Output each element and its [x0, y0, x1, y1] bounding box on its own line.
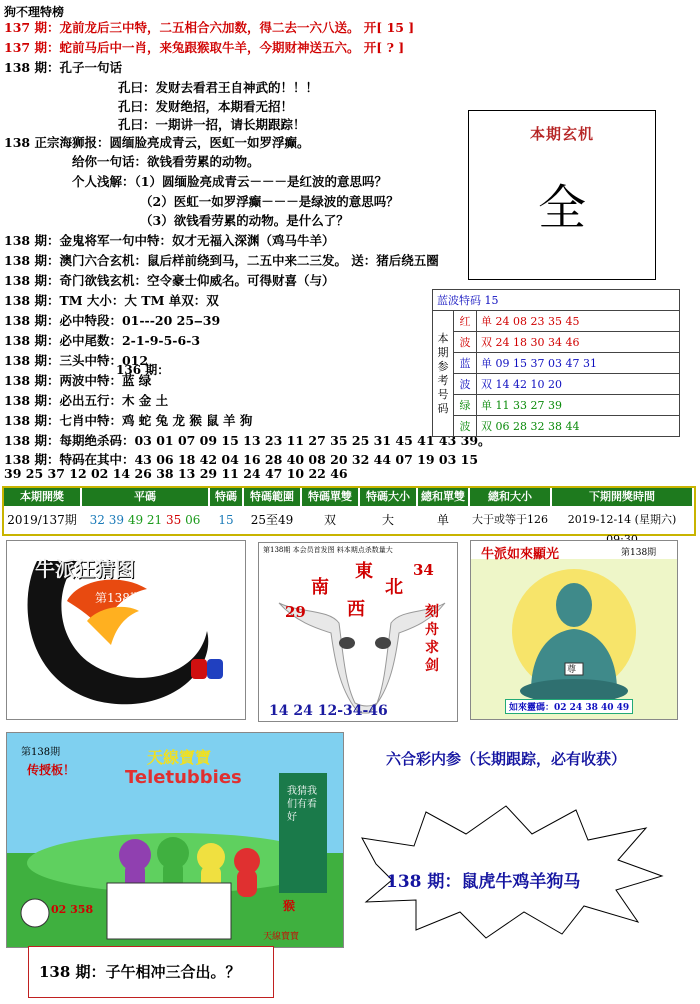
side-label-char: 号	[437, 387, 449, 401]
text-line: 138 期：七肖中特：鸡 蛇 兔 龙 猴 鼠 羊 狗	[4, 413, 253, 428]
next-draw-value: 2019-12-14 (星期六)	[567, 513, 677, 526]
red-wave-label2: 波	[454, 332, 477, 353]
text-line: 138 期：澳门六合玄机：鼠后样前绕到马，二五中来二三发。 送：猪后绕五圈	[4, 253, 439, 268]
odd-even-value: 双	[323, 513, 336, 527]
text-line: 138 期：必中尾数：2-1-9-5-6-3	[4, 333, 201, 348]
side-label-char: 参	[437, 359, 449, 373]
bottom-note-box	[28, 946, 274, 998]
text-line: 138 期：奇门欲钱玄机：空令豪士仰威名。可得财喜（与）	[4, 273, 335, 288]
panel-guess-chart	[6, 540, 246, 720]
text-line: 138 期：孔子一句话	[4, 60, 122, 75]
panel4-sign: 天線寶寶	[263, 932, 300, 942]
sum-odd-even-value: 单	[436, 513, 449, 527]
south-label: 南	[311, 577, 329, 598]
mystery-char: 全	[537, 180, 586, 236]
mystery-box	[468, 110, 656, 280]
page-title: 狗不理特榜	[4, 5, 65, 19]
side-label-char: 期	[437, 345, 449, 359]
green-single: 单 11 33 27 39	[477, 395, 680, 416]
side-label	[433, 311, 454, 437]
north-label: 北	[385, 577, 403, 598]
period-value: 2019/137期	[7, 513, 77, 527]
wave-table	[432, 289, 680, 437]
blue-wave-label2: 波	[454, 374, 477, 395]
regular-number: 49	[127, 513, 147, 527]
sum-big-small-value: 大于或等于126	[472, 513, 548, 526]
header-regular: 平碼	[82, 488, 208, 506]
panel4-badge: 传授板！	[27, 763, 76, 777]
special-number: 15	[218, 513, 234, 527]
text-line: （2）医虹一如罗浮癫－－－是绿波的意思吗？	[140, 194, 399, 209]
text-line: 138 期：两波中特：蓝 绿	[4, 373, 152, 388]
header-range: 特碼範圍	[244, 488, 300, 506]
regular-number: 06	[185, 513, 201, 527]
blue-single: 单 09 15 37 03 47 31	[477, 353, 680, 374]
text-line: 138 正宗海狮报：圆缅脸亮成青云，医虹一如罗浮癫。	[4, 135, 310, 150]
text-line: 孔曰：一期讲一招，请长期跟踪！	[118, 117, 306, 132]
side-label-char: 考	[437, 373, 449, 387]
red-double: 双 24 18 30 34 46	[477, 332, 680, 353]
header-sum-odd-even: 總和單雙	[418, 488, 468, 506]
header-sum-big-small: 總和大小	[470, 488, 550, 506]
panel4-code: 02 358	[51, 903, 94, 916]
regular-number: 21	[146, 513, 166, 527]
panel-buddha	[470, 540, 678, 720]
panel3-title: 牛派如來顯光	[481, 547, 560, 562]
header-next-draw: 下期開獎時間	[552, 488, 692, 506]
text-line: （3）欲钱看劳累的动物。是什么了？	[140, 213, 349, 228]
range-value: 25至49	[250, 513, 294, 527]
blue-double: 双 14 42 10 20	[477, 374, 680, 395]
text-line: 138 期：必出五行：木 金 土	[4, 393, 169, 408]
panel4-side: 猴	[283, 899, 296, 913]
panel3-tag: 尊	[567, 665, 577, 675]
text-line: 138 期：特码在其中：43 06 18 42 04 16 28 40 08 20 32 44 07 19 03 15	[4, 452, 479, 467]
number-29: 29	[285, 603, 306, 621]
red-single: 单 24 08 23 35 45	[477, 311, 680, 332]
text-line: 个人浅解：（1）圆缅脸亮成青云－－－是红波的意思吗？	[72, 174, 387, 189]
panel1-issue: 第138期	[95, 591, 142, 605]
blue-wave-label: 蓝	[454, 353, 477, 374]
panel-teletubbies	[6, 732, 344, 948]
panel4-note: 我猜我们有看好	[287, 786, 317, 823]
panel-skull	[258, 542, 458, 722]
east-label: 東	[355, 561, 373, 582]
green-wave-label2: 波	[454, 416, 477, 437]
text-line: 137 期：龙前龙后三中特，二五相合六加数，得二去一六八送。 开[ 15 ]	[4, 20, 415, 35]
text-line: 给你一句话：欲钱看劳累的动物。	[72, 154, 260, 169]
buddha-image	[471, 541, 677, 719]
side-label-char: 本	[437, 331, 449, 345]
header-special: 特碼	[210, 488, 242, 506]
banner: 六合彩内参（长期跟踪，必有收获）	[386, 750, 627, 768]
header-current-draw: 本期開獎	[4, 488, 80, 506]
panel2-header: 第138期 本会员首发图 料本期点杀数量大	[263, 546, 393, 554]
panel3-issue: 第138期	[621, 548, 657, 558]
panel4-issue: 第138期	[21, 747, 61, 758]
text-line: 138 期：必中特段：01-‐-20 25‒39	[4, 313, 221, 328]
number-34: 34	[413, 561, 434, 579]
panel1-title: 牛派狂猜图	[35, 557, 135, 581]
panel2-bottom: 14 24 12-34-46	[269, 703, 388, 719]
text-line: 138 期：三头中特：012	[4, 353, 149, 368]
text-line: 137 期：蛇前马后中一肖，来兔跟猴取牛羊，今期财神送五六。 开[ ? ]	[4, 40, 405, 55]
green-wave-label: 绿	[454, 395, 477, 416]
results-bar	[2, 486, 696, 536]
bottom-note: 138 期：子午相冲三合出。？	[39, 963, 241, 981]
text-line: 138 期：每期绝杀码：03 01 07 09 15 13 23 11 27 35 25 31 45 41 43 39。	[4, 433, 491, 448]
side-label-char: 码	[437, 401, 449, 415]
text-line: 39 25 37 12 02 14 26 38 13 29 11 24 47 10 22 46	[4, 466, 348, 481]
text-line: 138 期：TM 大小：大 TM 单双：双	[4, 293, 219, 308]
wave-table-title: 蓝波特码 15	[433, 290, 680, 311]
text-line: 孔曰：发财绝招，本期看无招！	[118, 99, 294, 114]
regular-numbers	[82, 510, 208, 530]
big-small-value: 大	[381, 513, 394, 527]
stray-label: 136 期：	[116, 363, 170, 377]
burst-text: 138 期：鼠虎牛鸡羊狗马	[386, 872, 581, 892]
panel4-title-en: Teletubbies	[125, 767, 242, 788]
regular-number: 35	[166, 513, 186, 527]
mystery-title: 本期玄机	[529, 125, 594, 143]
red-wave-label: 红	[454, 311, 477, 332]
header-odd-even: 特碼單雙	[302, 488, 358, 506]
vertical-idiom: 刻舟求剑	[425, 604, 439, 674]
buddha-numbers: 如來靈碼：02 24 38 40 49	[505, 699, 633, 714]
regular-number: 32	[89, 513, 109, 527]
regular-number: 39	[108, 513, 128, 527]
header-big-small: 特碼大小	[360, 488, 416, 506]
green-double: 双 06 28 32 38 44	[477, 416, 680, 437]
text-line: 138 期：金鬼将军一句中特：奴才无福入深渊（鸡马牛羊）	[4, 233, 335, 248]
west-label: 西	[347, 599, 365, 620]
text-line: 孔曰：发财去看君王自神武的！！！	[118, 80, 319, 95]
panel4-title: 天線寶寶	[147, 748, 212, 767]
